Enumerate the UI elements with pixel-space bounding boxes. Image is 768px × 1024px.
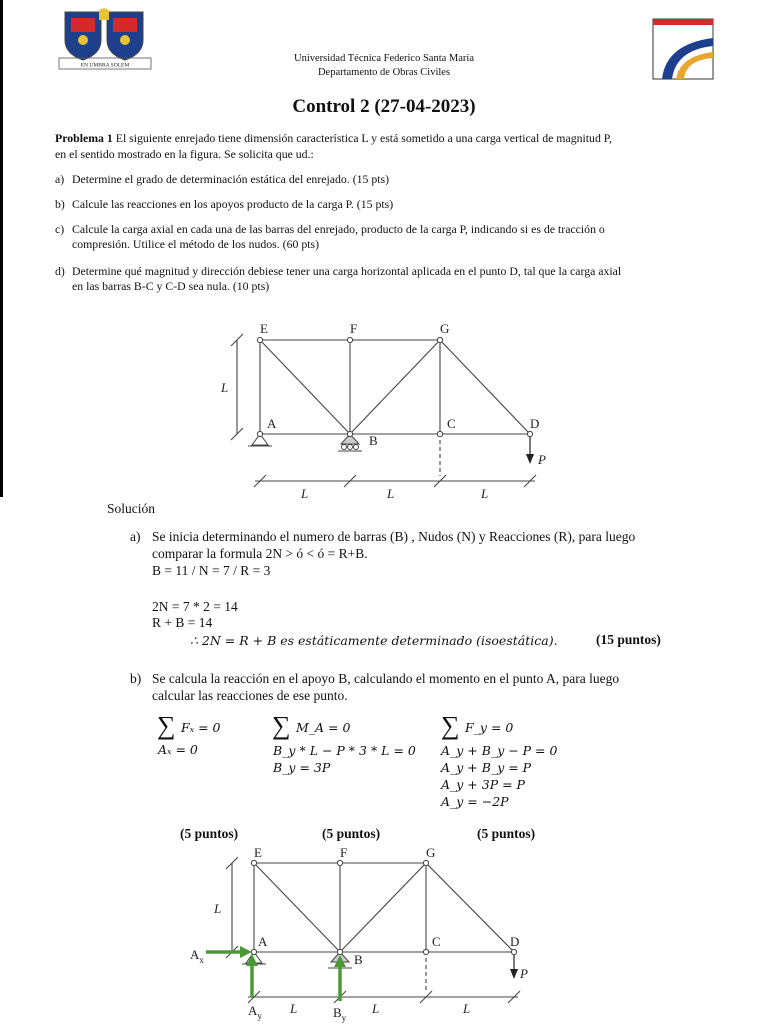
solution-b-line1: Se calcula la reacción en el apoyo B, calculando el momento en el punto A, para luego [152,671,620,686]
item-letter: a) [55,172,65,186]
label-g: G [426,845,436,860]
eq2-line1: M_A = 0 [296,720,351,735]
item-text: Calcule la carga axial en cada una de las barras del enrejado, producto de la carga P, indicando si es de tracción o [72,222,605,236]
problem-item-d [55,264,745,294]
label-f: F [350,321,358,336]
reaction-by-label: $B_y$ [333,1005,347,1023]
eq3-line5: A_y = −2P [441,794,509,809]
university-name: Universidad Técnica Federico Santa María [294,53,474,64]
points-b2: (5 puntos) [322,826,381,841]
joint-f [337,860,342,865]
eq3-line4: A_y + 3P = P [441,777,525,792]
joint-f [347,337,352,342]
label-c: C [432,934,441,949]
sigma-symbol: ∑ [441,711,460,740]
span-label: L [301,486,309,501]
solution-a-line2: comparar la formula 2N > ó < ó = R+B. [152,546,368,561]
label-a: A [267,416,277,431]
sigma-symbol: ∑ [272,711,291,740]
span-label: L [290,1001,298,1016]
problem-item-a [55,172,725,187]
item-letter: d) [55,264,65,278]
problem-intro [55,131,725,146]
span-label: L [372,1001,380,1016]
label-d: D [530,416,540,431]
problem-item-b [55,197,725,212]
document-title: Control 2 (27-04-2023) [292,96,476,117]
item-text: compresión. Utilice el método de los nudos. (60 pts) [72,237,320,251]
item-letter: b) [55,197,65,211]
label-b: B [369,433,378,448]
joint-e [257,337,262,342]
load-label: P [538,452,546,467]
solution-a-line1: Se inicia determinando el numero de barras (B) , Nudos (N) y Reacciones (R), para luego [152,529,636,544]
eq1-line2: Aₓ = 0 [158,742,198,757]
department-name: Departamento de Obras Civiles [317,67,451,78]
load-label: P [520,966,528,981]
item-text: Determine el grado de determinación estática del enrejado. (15 pts) [72,172,390,186]
eq3-line3: A_y + B_y = P [441,760,532,775]
item-letter: c) [55,222,65,236]
joint-a [257,431,262,436]
load-arrow-head [510,969,518,979]
joint-g [437,337,442,342]
solution-a-line3: B = 11 / N = 7 / R = 3 [152,563,271,578]
truss-figure-1 [215,318,555,503]
reaction-ax-head [240,946,252,958]
load-arrow-head [526,454,534,464]
joint-b [347,431,352,436]
points-b1: (5 puntos) [180,826,239,841]
problem-label: Problema 1 [55,131,113,145]
points-b3: (5 puntos) [477,826,536,841]
label-g: G [440,321,450,336]
joint-d [511,949,516,954]
span-label: L [387,486,395,501]
joint-g [423,860,428,865]
label-b: B [354,952,363,967]
label-a: A [258,934,268,949]
solution-b-letter: b) [130,671,142,686]
label-f: F [340,845,348,860]
crest-motto: EN UMBRA SOLEM [80,62,130,69]
truss-figure-2 [186,845,536,1024]
roller-wheel [354,445,359,450]
item-text: Calcule las reacciones en los apoyos producto de la carga P. (15 pts) [72,197,394,211]
joint-c [437,431,442,436]
joint-d [527,431,532,436]
eq3-line1: F_y = 0 [465,720,514,735]
joint-a [251,949,256,954]
eq1-line1: Fₓ = 0 [181,720,221,735]
label-d: D [510,934,520,949]
height-label: L [214,901,222,916]
label-c: C [447,416,456,431]
reaction-ay-label: $A_y$ [248,1003,262,1021]
item-text: en las barras B-C y C-D sea nula. (10 pts) [72,279,270,293]
joint-e [251,860,256,865]
solution-a-line4: 2N = 7 * 2 = 14 [152,599,238,614]
problem-item-c [55,222,745,252]
solution-b-line2: calcular las reacciones de ese punto. [152,688,348,703]
bar-b-g [340,863,426,952]
roller-wheel [348,445,353,450]
eq2-line2: B_y * L − P * 3 * L = 0 [273,743,416,758]
solution-a-letter: a) [130,529,141,544]
solution-a-conclusion: ∴ 2N = R + B es estáticamente determinado (isoestática). [190,633,558,648]
label-e: E [260,321,268,336]
points-a: (15 puntos) [596,632,661,647]
sigma-symbol: ∑ [157,711,176,740]
eq2-line3: B_y = 3P [273,760,331,775]
joint-c [423,949,428,954]
roller-wheel [342,445,347,450]
span-label: L [463,1001,471,1016]
item-text: Determine qué magnitud y dirección debiese tener una carga horizontal aplicada en el punto D, tal que la carga axial [72,264,622,278]
solution-a-line5: R + B = 14 [152,615,213,630]
label-e: E [254,845,262,860]
reaction-ax-label: $A_x$ [190,947,204,965]
problem-intro-line2: en el sentido mostrado en la figura. Se solicita que ud.: [55,147,314,161]
height-label: L [221,380,229,395]
bar-b-g [350,340,440,434]
joint-b [337,949,342,954]
span-label: L [481,486,489,501]
solution-heading: Solución [107,501,156,516]
problem-intro-line1: El siguiente enrejado tiene dimensión característica L y está sometido a una carga vertical de magnitud P, [115,131,613,145]
eq3-line2: A_y + B_y − P = 0 [441,743,558,758]
